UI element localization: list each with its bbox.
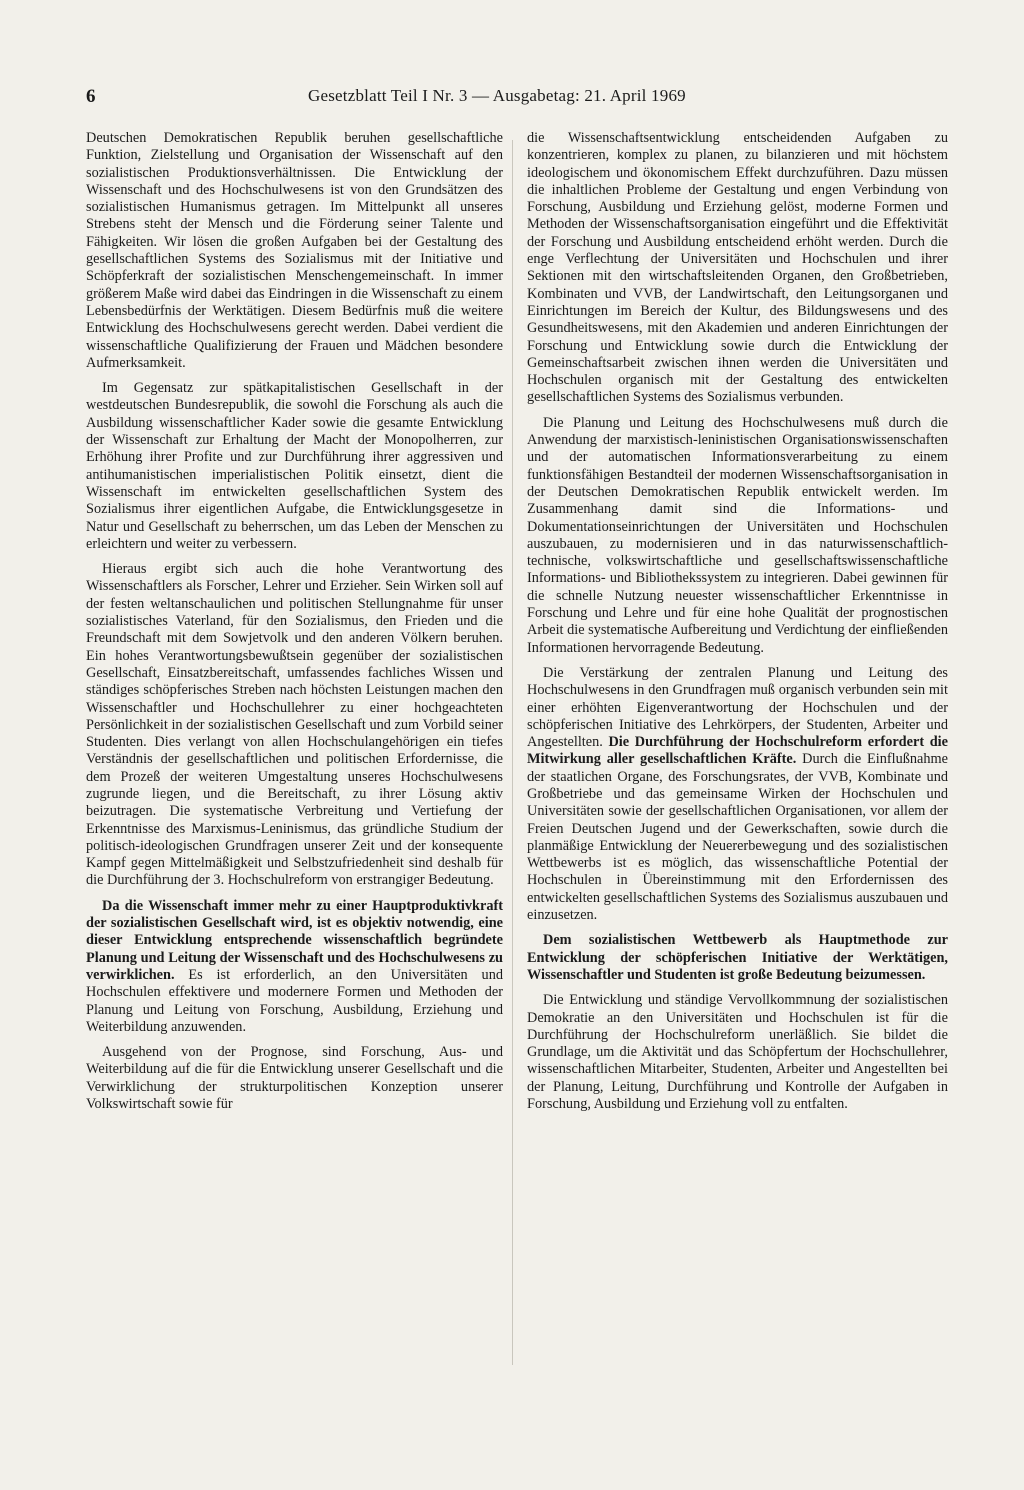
paragraph: Die Planung und Leitung des Hochschulwesens muß durch die Anwendung der marxistisch-leninistischen Organisationswissenschaften und der automatischen Informationsverarbeitung zu einem funktionsfähigen Bestandteil der modernen Wissenschaftsorganisation in der Deutschen Demokratischen Republik entwickelt werden. Im Zusammenhang damit sind die Informations- und Dokumentationseinrichtungen der Universitäten und Hochschulen auszubauen, zu modernisieren und in das naturwissenschaftlich-technische, volkswirtschaftliche und gesellschaftswissenschaftliche Informations- und Bibliothekssystem zu integrieren. Dabei gewinnen für die schnelle Nutzung neuester wissenschaftlicher Erkenntnisse in Forschung und Lehre und für eine hohe Qualität der prognostischen Arbeit die systematische Aufbereitung und Verdichtung der einfließenden Informationen hervorragende Bedeutung. [527,414,948,656]
bold-statement: Da die Wissenschaft immer mehr zu einer Hauptproduktivkraft der sozialistischen Gesellschaft wird, ist es objektiv notwendig, eine dieser Entwicklung entsprechende wissenschaftlich begründete Planung und Leitung der Wissenschaft und des Hochschulwesens zu verwirklichen. [86,897,503,983]
paragraph [86,898,503,1036]
paragraph: Im Gegensatz zur spätkapitalistischen Gesellschaft in der westdeutschen Bundesrepublik, die sowohl die Forschung als auch die Ausbildung wissenschaftlicher Kader sowie die gesamte Entwicklung der Wissenschaft zur Erhaltung der Macht der Monopolherren, zur Erhöhung ihrer Profite und zur Durchführung ihrer aggressiven und antihumanistischen imperialistischen Politik einsetzt, dient die Wissenschaft im entwickelten gesellschaftlichen System des Sozialismus ihrer eigentlichen Aufgabe, die Entwicklungsgesetze in Natur und Gesellschaft zu beherrschen, um das Leben der Menschen zu erleichtern und weiter zu verbessern. [86,380,503,552]
paragraph [527,665,948,924]
bold-statement: Die Durchführung der Hochschulreform erfordert die Mitwirkung aller gesellschaftlichen Kräfte. [527,734,948,768]
paragraph [527,932,948,984]
column-divider [512,140,513,1365]
paragraph: die Wissenschaftsentwicklung entscheidenden Aufgaben zu konzentrieren, komplex zu planen, zu bilanzieren und mit höchstem ideologischem und ökonomischem Effekt durchzuführen. Dazu müssen die inhaltlichen Probleme der Gestaltung und engen Verbindung von Forschung, Ausbildung und Erziehung gelöst, moderne Formen und Methoden der Wissenschaftsorganisation eingeführt und die Effektivität der Forschung und Ausbildung entscheidend erhöht werden. Durch die enge Verflechtung der Universitäten und Hochschulen und ihrer Sektionen mit den wirtschaftsleitenden Organen, den Großbetrieben, Kombinaten und VVB, der Landwirtschaft, den Leitungsorganen und Einrichtungen im Bereich der Kultur, des Bildungswesens und des Gesundheitswesens, mit den Akademien und anderen Einrichtungen der Forschung und Entwicklung sowie durch die Entwicklung der Gemeinschaftsarbeit zwischen ihnen werden die Universitäten und Hochschulen organisch mit der Gestaltung des entwickelten gesellschaftlichen Systems des Sozialismus verbunden. [527,130,948,406]
paragraph-text: Die Verstärkung der zentralen Planung und Leitung des Hochschulwesens in den Grundfragen muß organisch verbunden sein mit einer erhöhten Eigenverantwortung der Hochschulen und der schöpferischen Initiative des Lehrkörpers, der Studenten, Arbeiter und Angestellten. [527,664,948,751]
left-column [86,130,503,1121]
paragraph-text: Es ist erforderlich, an den Universitäten und Hochschulen effektivere und modernere Formen und Methoden der Planung und Leitung von Forschung, Ausbildung, Erziehung und Weiterbildung anzuwenden. [86,966,503,1035]
paragraph: Ausgehend von der Prognose, sind Forschung, Aus- und Weiterbildung auf die für die Entwicklung unserer Gesellschaft und die Verwirklichung der strukturpolitischen Konzeption unserer Volkswirtschaft sowie für [86,1044,503,1113]
paragraph: Die Entwicklung und ständige Vervollkommnung der sozialistischen Demokratie an den Universitäten und Hochschulen ist für die Durchführung der Hochschulreform unerläßlich. Sie bildet die Grundlage, um die Aktivität und das Schöpfertum der Hochschullehrer, wissenschaftlichen Mitarbeiter, Studenten, Arbeiter und Angestellten bei der Planung, Leitung, Durchführung und Kontrolle der Aufgaben in Forschung, Ausbildung und Erziehung voll zu entfalten. [527,992,948,1113]
paragraph-text: Durch die Einflußnahme der staatlichen Organe, des Forschungsrates, der VVB, Kombinate und Großbetriebe und das gemeinsame Wirken der Hochschulen und Universitäten sowie der gesellschaftlichen Organisationen, vor allem der Freien Deutschen Jugend und der Gewerkschaften, sowie durch die planmäßige Entwicklung der Neuererbewegung und des sozialistischen Wettbewerbs ist es möglich, das wissenschaftliche Potential der Hochschulen in Übereinstimmung mit den Erfordernissen des entwickelten gesellschaftlichen Systems des Sozialismus auszubauen und einzusetzen. [527,751,948,924]
page-header-title: Gesetzblatt Teil I Nr. 3 — Ausgabetag: 21. April 1969 [308,86,686,105]
bold-statement: Dem sozialistischen Wettbewerb als Hauptmethode zur Entwicklung der schöpferischen Initiative der Werktätigen, Wissenschaftler und Studenten ist große Bedeutung beizumessen. [527,932,948,983]
paragraph: Deutschen Demokratischen Republik beruhen gesellschaftliche Funktion, Zielstellung und Organisation der Wissenschaft auf den sozialistischen Produktionsverhältnissen. Die Entwicklung der Wissenschaft und des Hochschulwesens ist von den Grundsätzen des sozialistischen Humanismus getragen. Im Mittelpunkt all unseres Strebens steht der Mensch und die Förderung seiner Talente und Fähigkeiten. Wir lösen die großen Aufgaben bei der Gestaltung des gesellschaftlichen Systems des Sozialismus mit der Initiative und Schöpferkraft der sozialistischen Menschengemeinschaft. In immer größerem Maße wird dabei das Eindringen in die Wissenschaft zu einem Lebensbedürfnis der Werktätigen. Diesem Bedürfnis muß die weitere Entwicklung des Hochschulwesens gerecht werden. Dabei verdient die wissenschaftliche Qualifizierung der Frauen und Mädchen besondere Aufmerksamkeit. [86,130,503,371]
page-number: 6 [86,86,96,107]
paragraph: Hieraus ergibt sich auch die hohe Verantwortung des Wissenschaftlers als Forscher, Lehrer und Erzieher. Sein Wirken soll auf der festen weltanschaulichen und politischen Stellungnahme für unser sozialistisches Vaterland, für den Sozialismus, den Frieden und die Freundschaft mit dem Sowjetvolk und den anderen Völkern beruhen. Ein hohes Verantwortungsbewußtsein gegenüber der sozialistischen Gesellschaft, Einsatzbereitschaft, umfassendes fachliches Wissen und ständiges schöpferisches Streben nach höchsten Leistungen machen den Wissenschaftler und Hochschullehrer zu einer hochgeachteten Persönlichkeit in der sozialistischen Gesellschaft und zum Vorbild seiner Studenten. Dies verlangt von allen Hochschulangehörigen ein tiefes Verständnis der gesellschaftlichen und politischen Erfordernisse, die dem Prozeß der weiteren Umgestaltung unseres Hochschulwesens zugrunde liegen, und die Bereitschaft, zu ihrer Lösung aktiv beizutragen. Die systematische Verbreitung und Vertiefung der Erkenntnisse des Marxismus-Leninismus, das gründliche Studium der politisch-ideologischen Grundfragen unserer Zeit und der konsequente Kampf gegen Mittelmäßigkeit und Selbstzufriedenheit sind deshalb für die Durchführung der 3. Hochschulreform von erstrangiger Bedeutung. [86,561,503,889]
right-column [527,130,948,1121]
